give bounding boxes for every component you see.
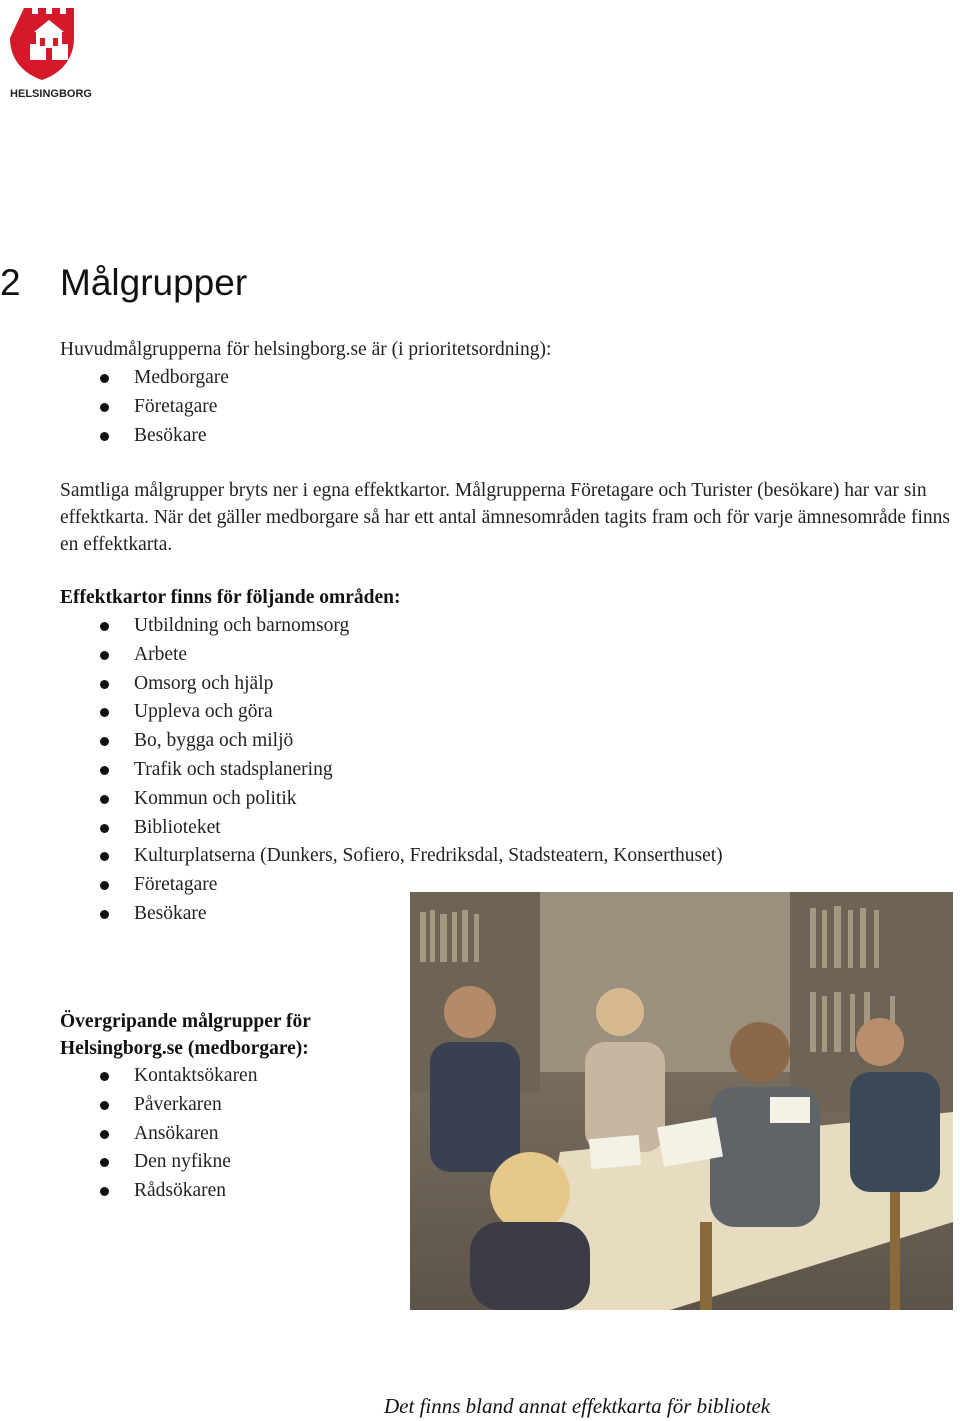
svg-text:HELSINGBORG: HELSINGBORG [10, 88, 92, 100]
bullet-icon [100, 708, 109, 717]
section-title: Målgrupper [60, 262, 248, 303]
list-item: Besökare [60, 900, 950, 929]
primary-target-list [60, 364, 950, 450]
bullet-icon [100, 1101, 109, 1110]
bullet-icon [100, 651, 109, 660]
bullet-icon [100, 1187, 109, 1196]
summary-paragraph: Samtliga målgrupper bryts ner i egna effektkartor. Målgrupperna Företagare och Turister (besökare) har var sin effektkarta. När det gäller medborgare så har ett antal ämnesområden tagits fram och för varje ämnesområde finns en effektkarta. [60, 480, 950, 555]
bullet-icon [100, 622, 109, 631]
list-item: Uppleva och göra [60, 698, 950, 727]
list-item: Bo, bygga och miljö [60, 727, 950, 756]
bullet-icon [100, 403, 109, 412]
bullet-icon [100, 374, 109, 383]
summary-block [60, 477, 950, 558]
list-item: Arbete [60, 641, 950, 670]
bullet-icon [100, 795, 109, 804]
bullet-icon [100, 824, 109, 833]
list-item: Omsorg och hjälp [60, 670, 950, 699]
bullet-icon [100, 852, 109, 861]
list-item: Medborgare [60, 364, 950, 393]
overall-list [60, 1062, 390, 1206]
list-item: Besökare [60, 422, 950, 451]
overall-heading: Övergripande målgrupper för Helsingborg.se (medborgare): [60, 1011, 311, 1059]
students-reading-image [410, 892, 953, 1310]
helsingborg-logo [6, 4, 96, 100]
areas-list [60, 612, 950, 929]
bullet-icon [100, 1130, 109, 1139]
bullet-icon [100, 766, 109, 775]
city-crest-icon [6, 4, 96, 100]
section-number: 2 [0, 262, 21, 303]
list-item: Ansökaren [60, 1120, 390, 1149]
intro-lead: Huvudmålgrupperna för helsingborg.se är (i prioritetsordning): [60, 339, 552, 360]
list-item: Biblioteket [60, 814, 950, 843]
bullet-icon [100, 737, 109, 746]
photo-caption: Det finns bland annat effektkarta för bibliotek [384, 1394, 771, 1418]
bullet-icon [100, 1158, 109, 1167]
list-item: Kulturplatserna (Dunkers, Sofiero, Fredriksdal, Stadsteatern, Konserthuset) [60, 842, 950, 871]
list-item: Påverkaren [60, 1091, 390, 1120]
bullet-icon [100, 910, 109, 919]
section-heading [0, 262, 247, 304]
bullet-icon [100, 432, 109, 441]
list-item: Den nyfikne [60, 1148, 390, 1177]
bullet-icon [100, 1072, 109, 1081]
list-item: Kontaktsökaren [60, 1062, 390, 1091]
bullet-icon [100, 680, 109, 689]
overall-block [60, 1008, 390, 1206]
list-item: Kommun och politik [60, 785, 950, 814]
list-item: Rådsökaren [60, 1177, 390, 1206]
bullet-icon [100, 881, 109, 890]
list-item: Utbildning och barnomsorg [60, 612, 950, 641]
list-item: Trafik och stadsplanering [60, 756, 950, 785]
areas-heading: Effektkartor finns för följande områden: [60, 587, 401, 608]
intro-block [60, 335, 950, 450]
library-photo [410, 892, 953, 1310]
areas-block [60, 583, 950, 929]
list-item: Företagare [60, 393, 950, 422]
list-item: Företagare [60, 871, 950, 900]
